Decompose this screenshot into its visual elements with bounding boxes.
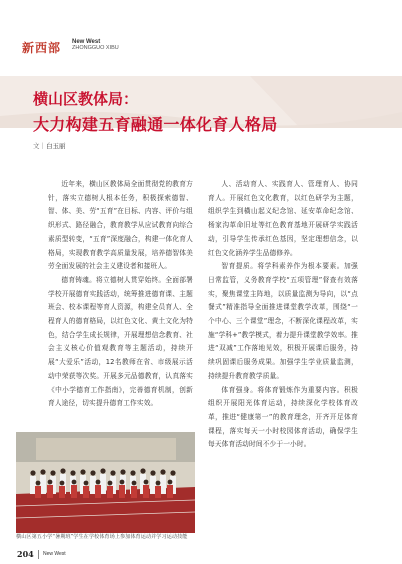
brand-english-sub: ZHONGGUO XIBU [72, 45, 119, 51]
footer-magazine-name: New West [43, 551, 66, 557]
photo-caption: 横山区第五小学“暑期班”学生在学校体育场上参加体育运动并学习运动技能 [16, 534, 188, 540]
footer-divider [38, 550, 39, 559]
author-name: 白玉丽 [46, 142, 66, 150]
page-number: 204 [17, 549, 34, 559]
left-text-column [48, 178, 193, 411]
group-photo [16, 432, 195, 533]
page-header [0, 0, 402, 62]
byline-prefix: 文｜ [33, 142, 46, 150]
right-text-column [208, 178, 358, 452]
magazine-logo: 新西部 [22, 41, 62, 55]
brand-english-name: New West [72, 39, 101, 45]
magazine-logo-english [72, 39, 119, 51]
paragraph: 体育强身。将体育锻炼作为重要内容。积极组织开展阳光体育运动，持续深化学校体育改革，推进“健康第一”的教育理念，开齐开足体育课程，落实每天一小时校园体育活动，确保学生每天体育活动时间不少于一小时。 [208, 385, 358, 449]
paragraph: 智育提质。将学科素养作为根本要素。加强日常监管，义务教育学校“五项管理”督查有效落实，聚焦课堂主阵地，以质量监测为导向，以“点餐式”精准指导全面推进课堂教学改革，围绕“一个中心、三个课堂”理念，不断深化课程改革，实施“学科+”教学模式，着力提升课堂教学效率。推进“双减”工作落地见效，积极开展课后服务，持续巩固课后服务成果。加强学生学业质量监测，持续提升教育教学质量。 [208, 262, 358, 380]
paragraph: 人、活动育人、实践育人、管理育人、协同育人。开展红色文化教育，以红色研学为主题，组织学生到橫山起义纪念馆、延安革命纪念馆、杨家沟革命旧址等红色教育基地开展研学实践活动，引导学生传承红色基因，坚定理想信念，以红色文化涵养学生品德修养。 [208, 180, 358, 257]
article-byline [33, 141, 66, 150]
paragraph: 德育铸魂。将立德树人贯穿始终。全面部署学校开展德育实践活动，统筹推进德育课、主题班会、校本课程等育人资源，构建全员育人、全程育人的德育格局，以红色文化、黄土文化为特色，结合学生成长规律，开展理想信念教育、社会主义核心价值观教育等主题活动，持续开展“大爱乐”活动，12名教师在省、市级展示活动中荣获等次奖。开展多元品德教育，认真落实《中小学德育工作指南》，完善德育机制，创新育人途径，切实提升德育工作实效。 [48, 275, 193, 408]
article-title-line-2: 大力构建五育融通一体化育人格局 [33, 115, 278, 134]
paragraph: 近年来，横山区教体局全面贯彻党的教育方针，落实立德树人根本任务，积极探索德智、智、体、美、劳“五育”在目标、内容、评价与组织形式、路径融合，教育教学从应试教育向综合素质型转变，“五育”深度融合，构建一体化育人格局，实现教育教学高质量发展，培养德智体美劳全面发展的社会主义建设者和接班人。 [48, 180, 193, 271]
article-title-line-1: 横山区教体局： [33, 90, 139, 108]
